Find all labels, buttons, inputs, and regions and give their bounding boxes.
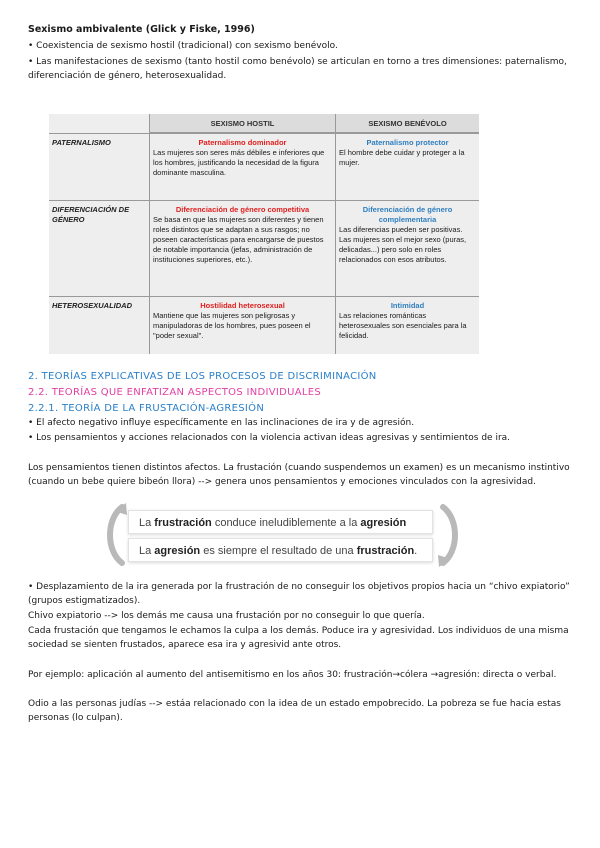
- cell-title: Intimidad: [390, 301, 425, 310]
- row-label-heterosexualidad: HETEROSEXUALIDAD: [52, 301, 133, 310]
- body-bullet-2: • Los pensamientos y acciones relacionados con la violencia activan ideas agresivas y sentimientos de ira.: [28, 433, 511, 443]
- diagram-statement-1: La frustración conduce ineludiblemente a la agresión: [128, 510, 433, 534]
- left-arc-arrow: [110, 507, 122, 563]
- frustration-aggression-diagram: [100, 501, 465, 569]
- header-sexismo-benevolo: SEXISMO BENÉVOLO: [336, 114, 479, 133]
- section-heading-2: 2. TEORÍAS EXPLICATIVAS DE LOS PROCESOS DE DISCRIMINACIÓN: [28, 371, 377, 382]
- sexism-table: [49, 114, 479, 354]
- cell-title: Hostilidad heterosexual: [200, 301, 285, 310]
- cell-title: Diferenciación de género complementaria: [362, 205, 453, 224]
- body-bullet-1: • El afecto negativo influye específicamente en las inclinaciones de ira y de agresión.: [28, 418, 415, 428]
- section-heading-2-2-1: 2.2.1. TEORÍA DE LA FRUSTACIÓN-AGRESIÓN: [28, 403, 265, 414]
- cell-text: Las diferencias pueden ser positivas. Las mujeres son el mejor sexo (puras, delicadas...) pero solo en roles relacionados con esos atributos.: [339, 225, 467, 264]
- header-sexismo-hostil: SEXISMO HOSTIL: [150, 114, 335, 133]
- body-paragraph-2: Chivo expiatorio --> los demás me causa una frustación por no conseguir lo que quería.: [28, 611, 425, 621]
- cell-diferenciacion-benevolo: [336, 203, 479, 267]
- cell-heterosexualidad-benevolo: [336, 299, 479, 343]
- cell-text: Las relaciones románticas heterosexuales son esenciales para la felicidad.: [339, 311, 467, 340]
- body-paragraph-1: Los pensamientos tienen distintos afectos. La frustación (cuando suspendemos un examen) es un mecanismo instintivo (cuando un bebe quiere bibeón llora) --> genera unos pensamientos y emociones vinculados con la agresividad.: [28, 463, 570, 487]
- cell-paternalismo-hostil: [150, 136, 335, 180]
- body-paragraph-4: Por ejemplo: aplicación al aumento del antisemitismo en los años 30: frustración→cólera →agresión: directa o verbal.: [28, 670, 557, 680]
- cell-title: Paternalismo dominador: [198, 138, 287, 147]
- intro-bullet-1: • Coexistencia de sexismo hostil (tradicional) con sexismo benévolo.: [28, 41, 338, 51]
- cell-text: Mantiene que las mujeres son peligrosas y manipuladoras de los hombres, pues poseen el "poder sexual".: [153, 311, 311, 340]
- cell-text: Se basa en que las mujeres son diferentes y tienen roles distintos que se adaptan a sus rasgos; no poseen características para encargarse de puestos de notable importancia (jefas, administración de instituciones superiores, etc.).: [153, 215, 324, 264]
- intro-bullet-2: • Las manifestaciones de sexismo (tanto hostil como benévolo) se articulan en torno a tres dimensiones: paternalismo, diferenciación de género, heterosexualidad.: [28, 57, 567, 81]
- body-paragraph-3: Cada frustación que tengamos le echamos la culpa a los demás. Poduce ira y agresividad. Los individuos de una misma sociedad se sienten frustados, aparece esa ira y agresivid ante otros.: [28, 626, 569, 650]
- cell-diferenciacion-hostil: [150, 203, 335, 267]
- cell-title: Diferenciación de género competitiva: [175, 205, 310, 214]
- cell-paternalismo-benevolo: [336, 136, 479, 170]
- row-label-diferenciacion: DIFERENCIACIÓN DE GÉNERO: [52, 205, 130, 224]
- cell-heterosexualidad-hostil: [150, 299, 335, 343]
- cell-title: Paternalismo protector: [366, 138, 449, 147]
- body-bullet-3: • Desplazamiento de la ira generada por la frustración de no conseguir los objetivos propios hacia un “chivo expiatorio” (grupos estigmatizados).: [28, 582, 570, 606]
- cell-text: El hombre debe cuidar y proteger a la mujer.: [339, 148, 465, 167]
- diagram-statement-2: La agresión es siempre el resultado de una frustración.: [128, 538, 433, 562]
- section-heading-2-2: 2.2. TEORÍAS QUE ENFATIZAN ASPECTOS INDIVIDUALES: [28, 387, 322, 398]
- cell-text: Las mujeres son seres más débiles e inferiores que los hombres, justificando la necesidad de la figura dominante masculina.: [153, 148, 325, 177]
- page-title: Sexismo ambivalente (Glick y Fiske, 1996): [28, 24, 255, 35]
- right-arc-arrow: [443, 507, 455, 563]
- body-paragraph-5: Odio a las personas judías --> estáa relacionado con la idea de un estado empobrecido. La pobreza se fue hacia estas personas (lo culpan).: [28, 699, 561, 723]
- row-label-paternalismo: PATERNALISMO: [52, 138, 111, 147]
